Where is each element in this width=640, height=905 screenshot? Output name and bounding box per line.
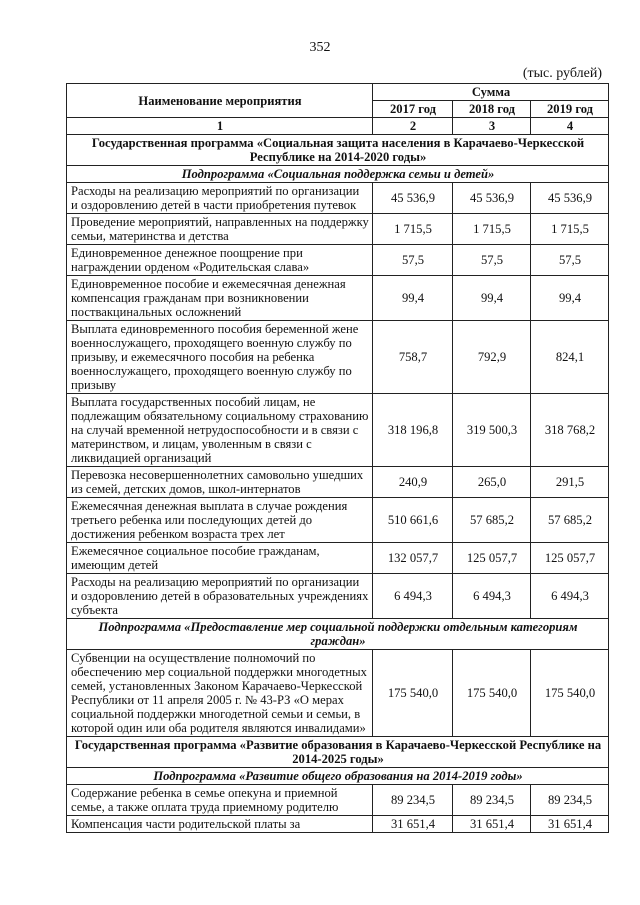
table-row bbox=[67, 543, 609, 574]
value-2019: 824,1 bbox=[531, 321, 609, 394]
column-number: 2 bbox=[373, 118, 453, 135]
table-row bbox=[67, 276, 609, 321]
header-year: 2017 год bbox=[373, 101, 453, 118]
value-2018: 265,0 bbox=[453, 467, 531, 498]
value-2018: 792,9 bbox=[453, 321, 531, 394]
value-2019: 1 715,5 bbox=[531, 214, 609, 245]
value-2019: 57 685,2 bbox=[531, 498, 609, 543]
column-number: 1 bbox=[67, 118, 373, 135]
table-body bbox=[67, 135, 609, 833]
program-row bbox=[67, 737, 609, 768]
value-2017: 758,7 bbox=[373, 321, 453, 394]
row-name: Перевозка несовершеннолетних самовольно ушедших из семей, детских домов, школ-интернатов bbox=[67, 467, 373, 498]
row-name: Субвенции на осуществление полномочий по обеспечению мер социальной поддержки многодетных семей, установленных Законом Карачаево-Черкесской Республики от 11 апреля 2005 г. № 43-РЗ «О мерах социальной поддержки многодетной семьи и семьи, в которой один или оба родителя являются инвалидами» bbox=[67, 650, 373, 737]
value-2018: 175 540,0 bbox=[453, 650, 531, 737]
value-2018: 1 715,5 bbox=[453, 214, 531, 245]
value-2019: 125 057,7 bbox=[531, 543, 609, 574]
table-row bbox=[67, 214, 609, 245]
units-label: (тыс. рублей) bbox=[522, 66, 602, 81]
value-2018: 57 685,2 bbox=[453, 498, 531, 543]
value-2017: 240,9 bbox=[373, 467, 453, 498]
value-2018: 319 500,3 bbox=[453, 394, 531, 467]
value-2019: 6 494,3 bbox=[531, 574, 609, 619]
value-2017: 89 234,5 bbox=[373, 785, 453, 816]
row-name: Единовременное денежное поощрение при награждении орденом «Родительская слава» bbox=[67, 245, 373, 276]
subprogram-title: Подпрограмма «Развитие общего образования на 2014-2019 годы» bbox=[67, 768, 609, 785]
program-title: Государственная программа «Развитие образования в Карачаево-Черкесской Республике на 2014-2025 годы» bbox=[67, 737, 609, 768]
header-row-top bbox=[67, 84, 609, 101]
value-2019: 99,4 bbox=[531, 276, 609, 321]
subprogram-row bbox=[67, 166, 609, 183]
row-name: Расходы на реализацию мероприятий по организации и оздоровлению детей в образовательных учреждениях субъекта bbox=[67, 574, 373, 619]
value-2019: 45 536,9 bbox=[531, 183, 609, 214]
value-2019: 175 540,0 bbox=[531, 650, 609, 737]
value-2017: 57,5 bbox=[373, 245, 453, 276]
row-name: Расходы на реализацию мероприятий по организации и оздоровлению детей в части приобретения путевок bbox=[67, 183, 373, 214]
value-2018: 89 234,5 bbox=[453, 785, 531, 816]
value-2019: 291,5 bbox=[531, 467, 609, 498]
table-row bbox=[67, 785, 609, 816]
value-2017: 510 661,6 bbox=[373, 498, 453, 543]
header-year: 2018 год bbox=[453, 101, 531, 118]
table-row bbox=[67, 321, 609, 394]
value-2018: 6 494,3 bbox=[453, 574, 531, 619]
row-name: Выплата государственных пособий лицам, не подлежащим обязательному социальному страхованию на случай временной нетрудоспособности и в связи с материнством, и лицам, уволенным в связи с ликвидацией организаций bbox=[67, 394, 373, 467]
program-title: Государственная программа «Социальная защита населения в Карачаево-Черкесской Республике на 2014-2020 годы» bbox=[67, 135, 609, 166]
row-name: Единовременное пособие и ежемесячная денежная компенсация гражданам при возникновении поствакцинальных осложнений bbox=[67, 276, 373, 321]
value-2019: 31 651,4 bbox=[531, 816, 609, 833]
value-2019: 89 234,5 bbox=[531, 785, 609, 816]
value-2018: 57,5 bbox=[453, 245, 531, 276]
row-name: Компенсация части родительской платы за bbox=[67, 816, 373, 833]
value-2017: 132 057,7 bbox=[373, 543, 453, 574]
page-number: 352 bbox=[309, 40, 331, 55]
subprogram-row bbox=[67, 768, 609, 785]
row-name: Содержание ребенка в семье опекуна и приемной семье, а также оплата труда приемному родителю bbox=[67, 785, 373, 816]
program-row bbox=[67, 135, 609, 166]
value-2019: 57,5 bbox=[531, 245, 609, 276]
subprogram-row bbox=[67, 619, 609, 650]
table-row bbox=[67, 498, 609, 543]
header-row-numbers bbox=[67, 118, 609, 135]
value-2019: 318 768,2 bbox=[531, 394, 609, 467]
table-row bbox=[67, 394, 609, 467]
value-2017: 99,4 bbox=[373, 276, 453, 321]
value-2017: 175 540,0 bbox=[373, 650, 453, 737]
row-name: Ежемесячная денежная выплата в случае рождения третьего ребенка или последующих детей до достижения ребенком возраста трех лет bbox=[67, 498, 373, 543]
value-2017: 1 715,5 bbox=[373, 214, 453, 245]
budget-table bbox=[66, 83, 609, 833]
table-row bbox=[67, 816, 609, 833]
value-2018: 125 057,7 bbox=[453, 543, 531, 574]
row-name: Выплата единовременного пособия беременной жене военнослужащего, проходящего военную службу по призыву, и ежемесячного пособия на ребенка военнослужащего, проходящего военную службу по призыву bbox=[67, 321, 373, 394]
subprogram-title: Подпрограмма «Социальная поддержка семьи и детей» bbox=[67, 166, 609, 183]
value-2017: 45 536,9 bbox=[373, 183, 453, 214]
value-2017: 318 196,8 bbox=[373, 394, 453, 467]
row-name: Ежемесячное социальное пособие гражданам, имеющим детей bbox=[67, 543, 373, 574]
header-year: 2019 год bbox=[531, 101, 609, 118]
table-row bbox=[67, 574, 609, 619]
column-number: 4 bbox=[531, 118, 609, 135]
row-name: Проведение мероприятий, направленных на поддержку семьи, материнства и детства bbox=[67, 214, 373, 245]
table-row bbox=[67, 245, 609, 276]
table-row bbox=[67, 467, 609, 498]
value-2018: 45 536,9 bbox=[453, 183, 531, 214]
table-row bbox=[67, 650, 609, 737]
header-name: Наименование мероприятия bbox=[67, 84, 373, 118]
value-2018: 31 651,4 bbox=[453, 816, 531, 833]
value-2018: 99,4 bbox=[453, 276, 531, 321]
value-2017: 31 651,4 bbox=[373, 816, 453, 833]
column-number: 3 bbox=[453, 118, 531, 135]
value-2017: 6 494,3 bbox=[373, 574, 453, 619]
header-sum: Сумма bbox=[373, 84, 609, 101]
subprogram-title: Подпрограмма «Предоставление мер социальной поддержки отдельным категориям граждан» bbox=[67, 619, 609, 650]
table-row bbox=[67, 183, 609, 214]
